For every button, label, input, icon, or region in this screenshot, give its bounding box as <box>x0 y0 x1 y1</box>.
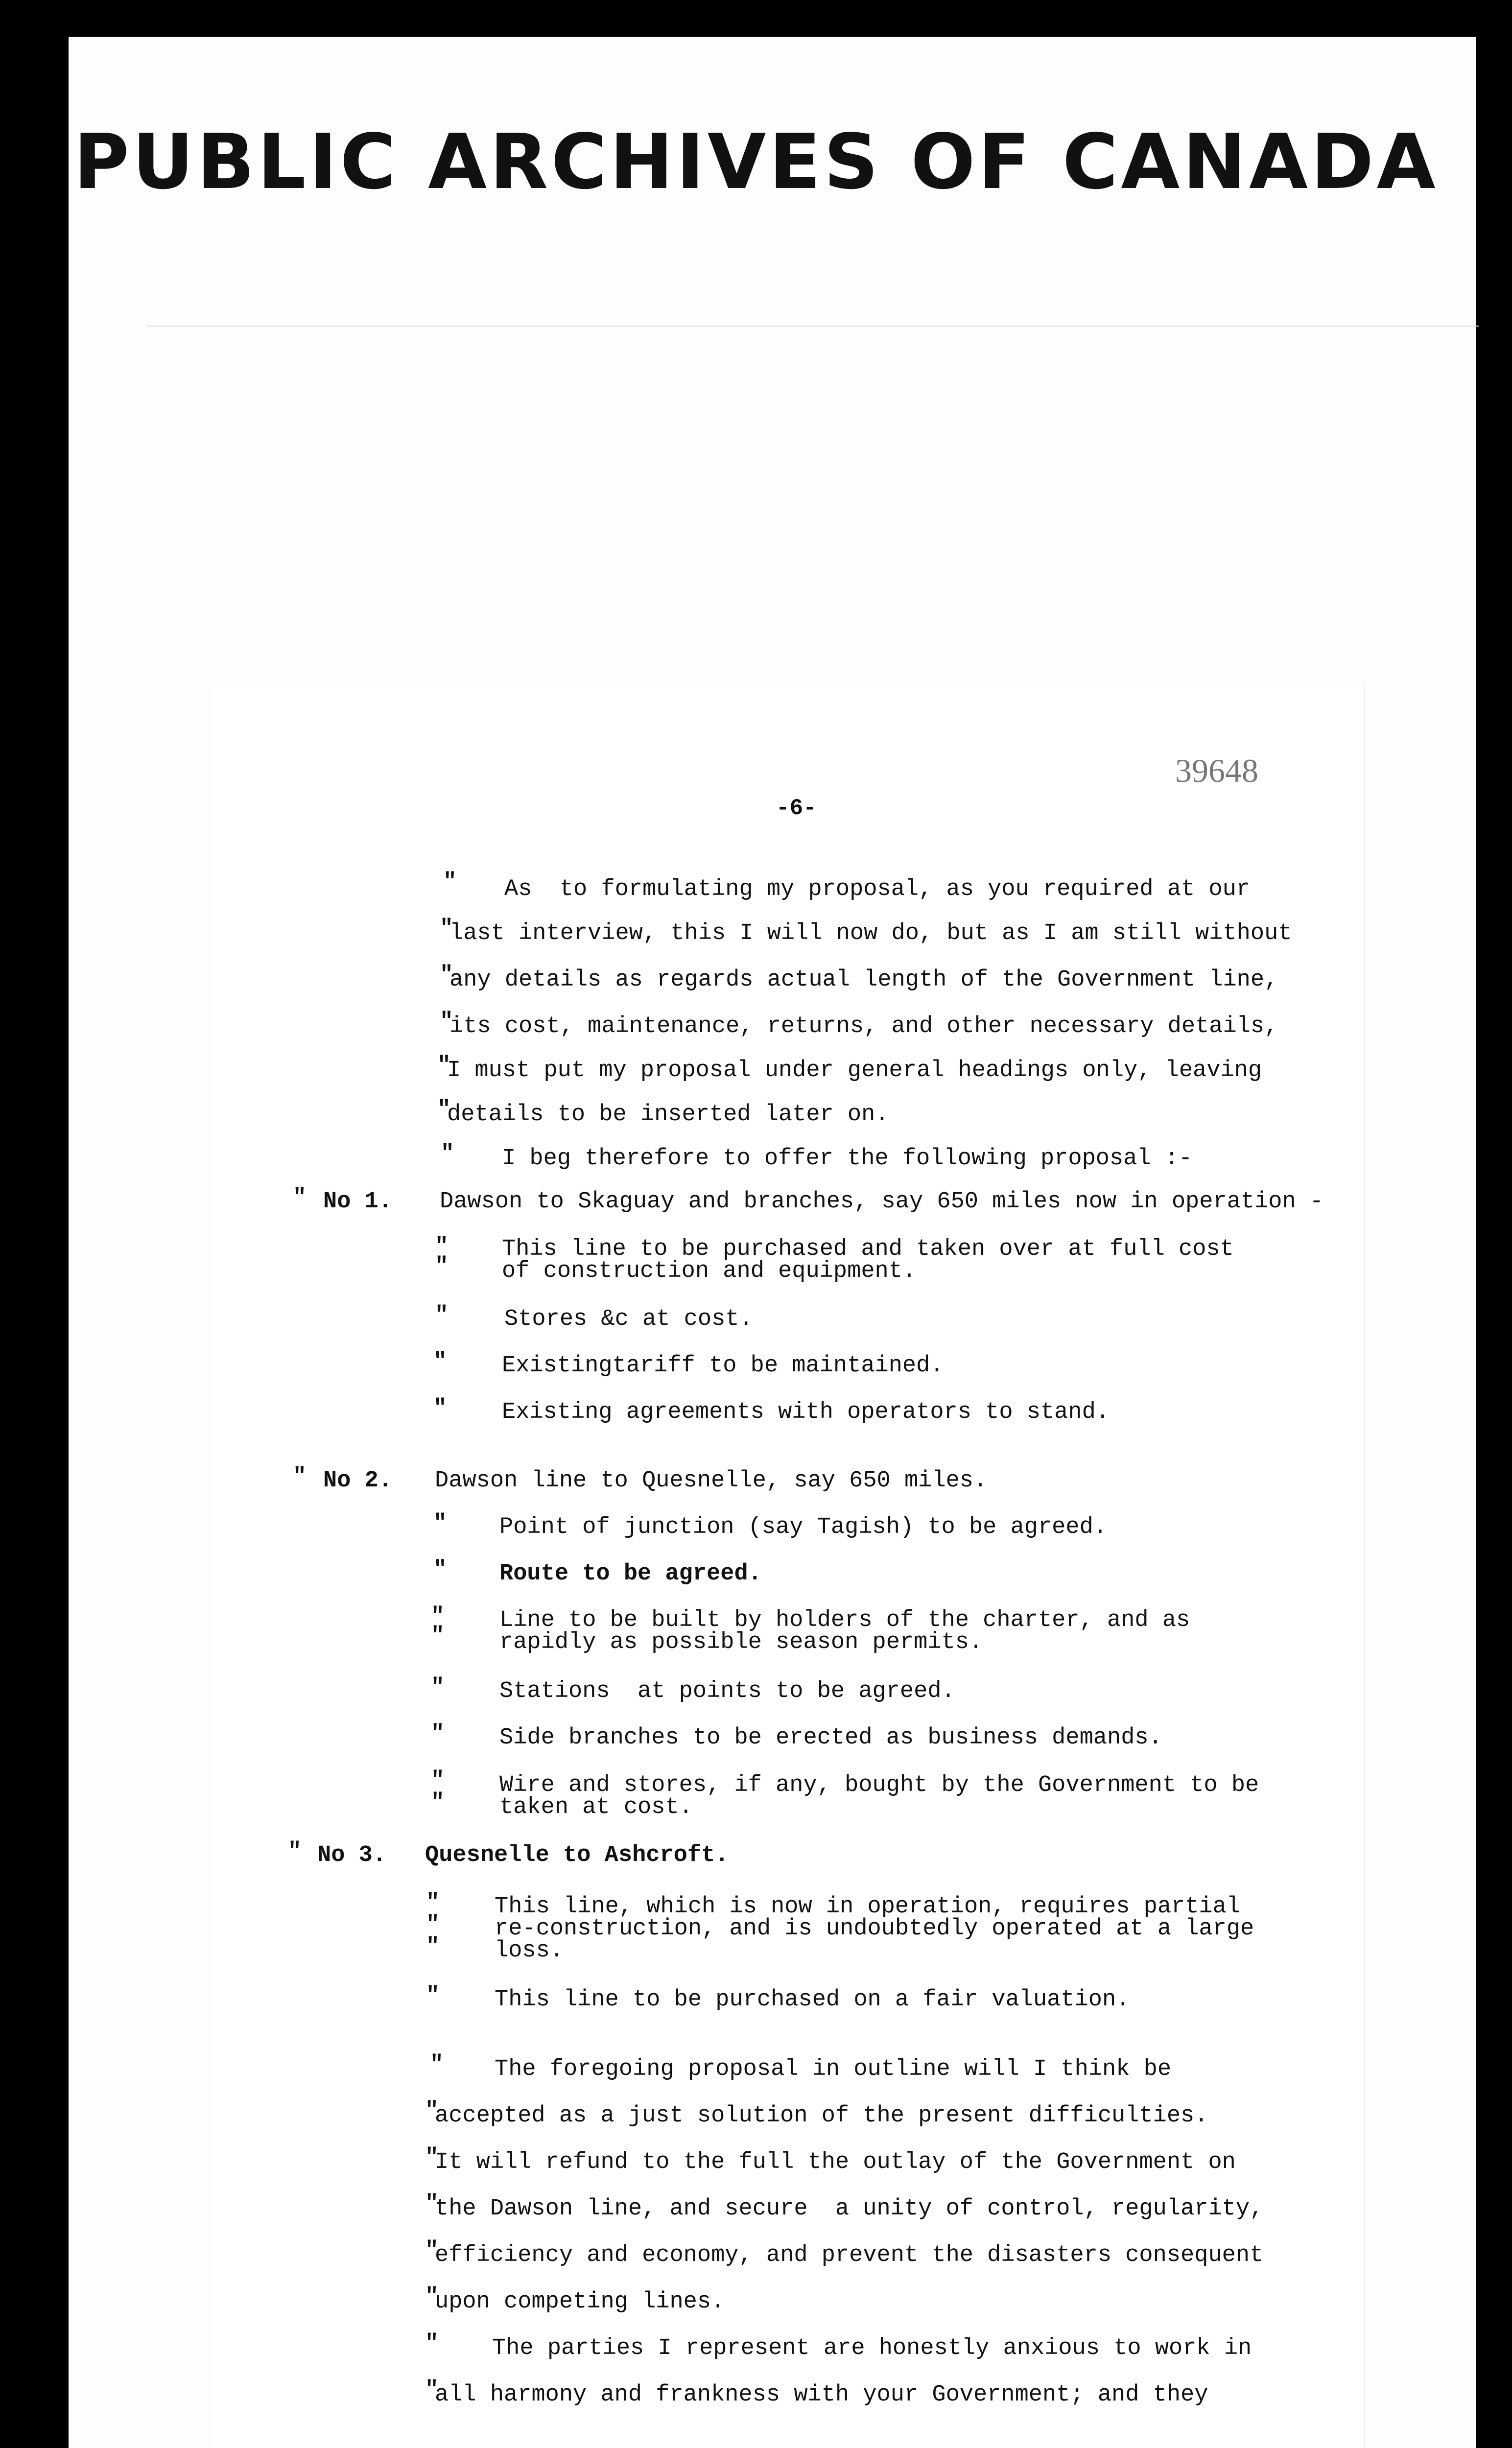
proposal-item-line: This line to be purchased on a fair valuation. <box>495 1987 1130 2013</box>
proposal-intro: I beg therefore to offer the following proposal :- <box>502 1146 1193 1172</box>
quote-mark: " <box>431 1721 445 1746</box>
quote-mark: " <box>425 2098 439 2123</box>
proposal-item-line: Existing agreements with operators to stand. <box>502 1399 1110 1425</box>
proposal-item-line: re-construction, and is undoubtedly operated at a large <box>495 1916 1254 1942</box>
proposal-item-line: Stations at points to be agreed. <box>499 1678 955 1704</box>
paragraph2-line: upon competing lines. <box>435 2289 725 2315</box>
section-heading: Dawson line to Quesnelle, say 650 miles. <box>435 1468 988 1494</box>
quote-mark: " <box>440 962 453 988</box>
section-heading: Dawson to Skaguay and branches, say 650 miles now in operation - <box>440 1189 1324 1215</box>
proposal-item-line: taken at cost. <box>499 1794 693 1820</box>
proposal-item-line: Point of junction (say Tagish) to be agreed. <box>499 1514 1108 1540</box>
quote-mark: " <box>435 1302 449 1328</box>
quote-mark: " <box>441 1141 454 1166</box>
proposal-item-line: Existingtariff to be maintained. <box>502 1353 944 1379</box>
proposal-item-line: Line to be built by holders of the charter, and as <box>499 1607 1190 1633</box>
quote-mark: " <box>431 1789 445 1815</box>
paragraph2-line: The foregoing proposal in outline will I think be <box>495 2056 1172 2082</box>
section-label: No 1. <box>323 1189 393 1215</box>
quote-mark: " <box>426 1890 440 1915</box>
quote-mark: " <box>440 916 453 941</box>
quote-mark: " <box>433 1349 447 1374</box>
typed-letter-page <box>215 683 1365 2448</box>
quote-mark: " <box>293 1185 307 1210</box>
paragraph1-line: I must put my proposal under general headings only, leaving <box>447 1058 1262 1083</box>
quote-mark: " <box>425 2144 439 2170</box>
quote-mark: " <box>431 1623 445 1648</box>
archive-folio-number: 39648 <box>1175 752 1258 789</box>
paragraph3-line: The parties I represent are honestly anxious to work in <box>492 2335 1252 2361</box>
quote-mark: " <box>437 1097 451 1122</box>
quote-mark: " <box>437 1053 451 1078</box>
quote-mark: " <box>288 1838 302 1864</box>
quote-mark: " <box>435 1234 449 1259</box>
quote-mark: " <box>425 2237 439 2263</box>
quote-mark: " <box>433 1395 447 1421</box>
proposal-item-line: loss. <box>495 1938 564 1964</box>
quote-mark: " <box>431 1674 445 1700</box>
proposal-item-line: of construction and equipment. <box>502 1258 917 1284</box>
page-number: -6- <box>776 796 817 821</box>
section-heading: Quesnelle to Ashcroft. <box>425 1842 729 1868</box>
proposal-item-line: This line to be purchased and taken over at full cost <box>502 1236 1234 1262</box>
quote-mark: " <box>431 1603 445 1629</box>
proposal-item-line: Side branches to be erected as business demands. <box>499 1725 1162 1751</box>
proposal-item-line: Wire and stores, if any, bought by the Government to be <box>499 1772 1259 1798</box>
header-divider <box>147 326 1479 327</box>
quote-mark: " <box>426 1912 440 1937</box>
proposal-item-line: Stores &c at cost. <box>504 1306 753 1332</box>
quote-mark: " <box>293 1464 307 1489</box>
paragraph2-line: It will refund to the full the outlay of the Government on <box>435 2149 1236 2175</box>
section-label: No 2. <box>323 1468 393 1494</box>
quote-mark: " <box>430 2051 444 2077</box>
quote-mark: " <box>426 1983 440 2008</box>
paragraph2-line: efficiency and economy, and prevent the disasters consequent <box>435 2242 1264 2268</box>
proposal-item-line: This line, which is now in operation, requires partial <box>495 1894 1241 1920</box>
section-label: No 3. <box>317 1842 387 1868</box>
quote-mark: " <box>440 1009 453 1034</box>
paragraph2-line: the Dawson line, and secure a unity of control, regularity, <box>435 2196 1264 2222</box>
quote-mark: " <box>433 1510 447 1536</box>
paragraph1-line: its cost, maintenance, returns, and other necessary details, <box>449 1013 1278 1039</box>
quote-mark: " <box>425 2377 439 2402</box>
quote-mark: " <box>433 1557 447 1582</box>
archive-header-title: PUBLIC ARCHIVES OF CANADA <box>73 118 1439 206</box>
proposal-item-line: Route to be agreed. <box>499 1561 762 1587</box>
quote-mark: " <box>425 2330 439 2356</box>
paragraph1-line: As to formulating my proposal, as you required at our <box>504 876 1251 902</box>
quote-mark: " <box>425 2284 439 2309</box>
paragraph1-line: details to be inserted later on. <box>447 1102 889 1128</box>
quote-mark: " <box>431 1767 445 1793</box>
paragraph3-line: all harmony and frankness with your Government; and they <box>435 2382 1208 2408</box>
proposal-item-line: rapidly as possible season permits. <box>499 1629 983 1655</box>
quote-mark: " <box>443 869 457 894</box>
quote-mark: " <box>435 1253 449 1279</box>
quote-mark: " <box>425 2191 439 2216</box>
paragraph2-line: accepted as a just solution of the present difficulties. <box>435 2103 1208 2129</box>
quote-mark: " <box>426 1934 440 1959</box>
paragraph1-line: last interview, this I will now do, but as I am still without <box>449 920 1292 946</box>
paragraph1-line: any details as regards actual length of the Government line, <box>449 967 1278 993</box>
